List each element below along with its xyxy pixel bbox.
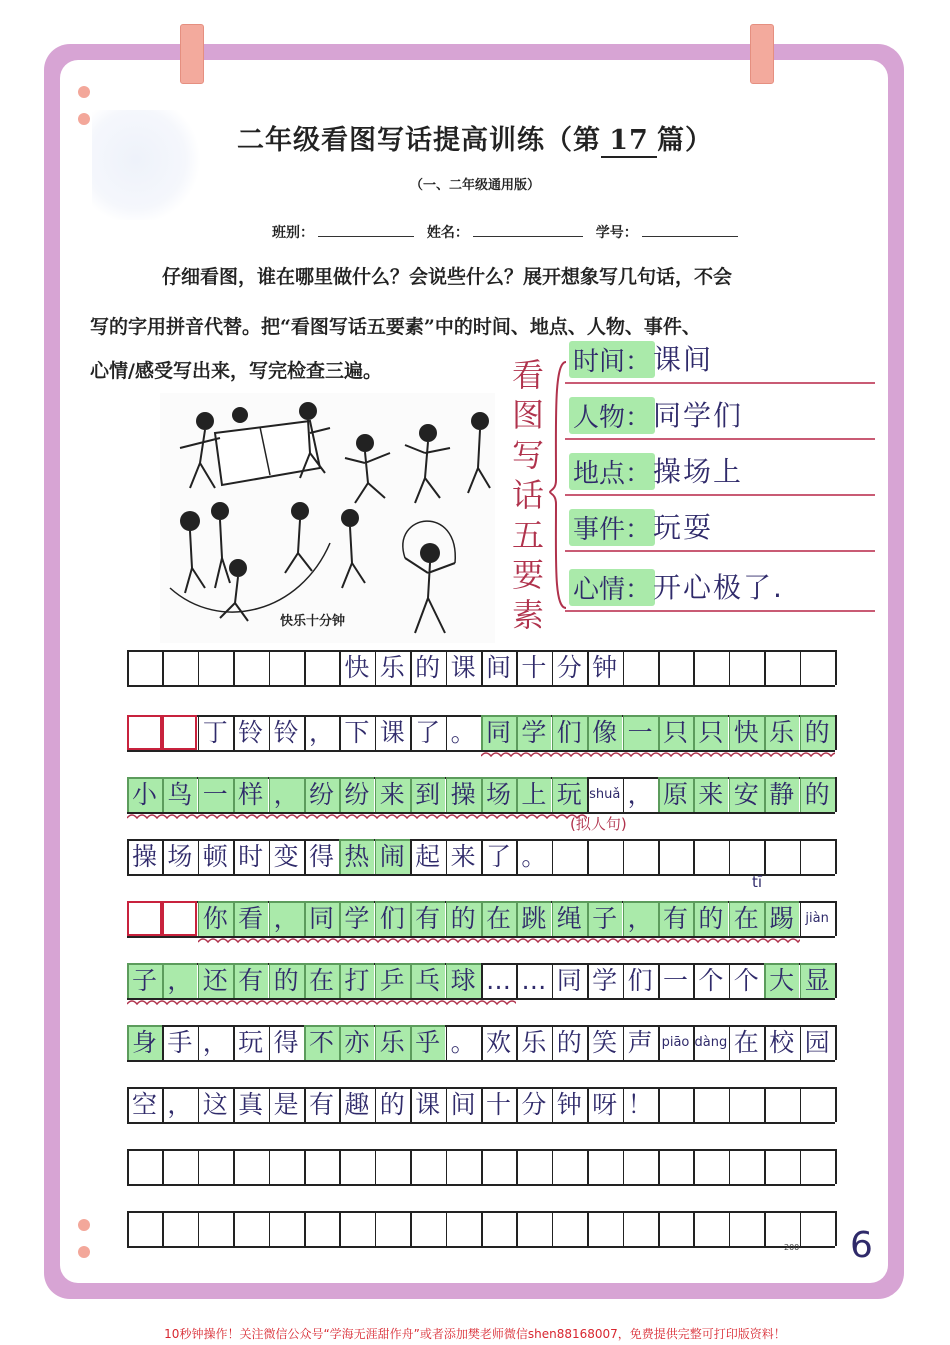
grid-cell: 顿	[202, 842, 228, 871]
grid-cell: …	[486, 966, 511, 995]
grid-cell: 不	[304, 1025, 339, 1060]
grid-cell: 一	[198, 777, 233, 812]
grid-cell: 显	[800, 963, 835, 998]
heading-char: 五	[511, 516, 544, 554]
grid-cell: 变	[273, 842, 299, 871]
grid-cell: 同	[556, 966, 582, 995]
element-value: 玩耍	[653, 511, 714, 544]
grid-cell: 球	[446, 963, 481, 998]
grid-cell: 安	[729, 777, 764, 812]
footer-promo: 10秒钟操作！关注微信公众号“学海无涯甜作舟”或者添加樊老师微信shen88168007，免费提供完整可打印版资料！	[164, 1327, 786, 1341]
grid-cell: 你	[198, 901, 233, 936]
grid-cell: 校	[769, 1028, 795, 1057]
grid-cell: 分	[521, 1090, 547, 1119]
grid-cell	[269, 1211, 304, 1246]
grid-line	[835, 715, 837, 750]
grid-cell: 上	[516, 777, 551, 812]
grid-line	[835, 963, 837, 998]
grid-cell	[729, 1149, 764, 1184]
grid-cell	[339, 1149, 374, 1184]
grid-cell: 课	[450, 653, 476, 682]
grid-cell: 得	[308, 842, 334, 871]
grid-cell	[764, 650, 799, 685]
instruction-line-3: 心情/感受写出来，写完检查三遍。	[90, 360, 382, 382]
grid-cell	[162, 1211, 197, 1246]
grid-cell: 得	[273, 1028, 299, 1057]
grid-cell: 操	[446, 777, 481, 812]
simile-annotation: (拟人句)	[570, 815, 627, 833]
grid-cell: ，	[623, 901, 658, 936]
grid-cell: 钟	[556, 1090, 582, 1119]
grid-cell: 欢	[485, 1028, 511, 1057]
grid-cell: ，	[167, 1090, 193, 1119]
grid-cell: 在	[304, 963, 339, 998]
grid-cell: shuǎ	[589, 787, 621, 802]
grid-cell	[446, 1149, 481, 1184]
grid-cell: 的	[269, 963, 304, 998]
grid-cell	[658, 1087, 693, 1122]
grid-cell: 时	[238, 842, 264, 871]
grid-cell: 在	[729, 901, 764, 936]
grid-cell: ，	[202, 1028, 228, 1057]
grid-cell	[693, 1087, 728, 1122]
grid-cell: 子	[587, 901, 622, 936]
grid-cell: 场	[167, 842, 193, 871]
grid-cell: 下	[344, 718, 370, 747]
grid-cell: jiàn	[805, 911, 829, 926]
grid-cell	[410, 1149, 445, 1184]
grid-cell: 静	[764, 777, 799, 812]
grid-cell: 课	[415, 1090, 441, 1119]
grid-cell: 乓	[410, 963, 445, 998]
grid-cell	[693, 1211, 728, 1246]
grid-cell: 只	[693, 715, 728, 750]
grid-cell: 趣	[344, 1090, 370, 1119]
grid-cell	[516, 1149, 551, 1184]
grid-cell: 手	[167, 1028, 193, 1057]
grid-cell: 了	[485, 842, 511, 871]
grid-cell	[304, 1149, 339, 1184]
grid-cell: ，	[308, 718, 334, 747]
grid-cell: 操	[131, 842, 157, 871]
grid-cell: 纷	[339, 777, 374, 812]
heading-char: 图	[511, 396, 544, 434]
grid-cell	[304, 1211, 339, 1246]
grid-cell	[764, 1149, 799, 1184]
grid-cell: 原	[658, 777, 693, 812]
grid-cell: 在	[733, 1028, 759, 1057]
grid-cell: 声	[627, 1028, 653, 1057]
grid-cell: 有	[658, 901, 693, 936]
heading-char: 话	[511, 476, 544, 514]
grid-cell	[800, 650, 835, 685]
title-suffix: 篇）	[657, 125, 713, 156]
grid-cell: 样	[233, 777, 268, 812]
grid-cell	[693, 650, 728, 685]
grid-cell: 身	[127, 1025, 162, 1060]
grid-cell: 绳	[552, 901, 587, 936]
grid-cell: 有	[308, 1090, 334, 1119]
grid-cell: 乐	[521, 1028, 547, 1057]
element-value: 操场上	[653, 455, 744, 488]
grid-cell: ，	[269, 777, 304, 812]
grid-cell: 一	[623, 715, 658, 750]
grid-line	[127, 1122, 835, 1124]
grid-cell	[410, 1211, 445, 1246]
grid-cell: 的	[379, 1090, 405, 1119]
grid-cell	[658, 650, 693, 685]
grid-cell: 空	[131, 1090, 157, 1119]
grid-cell: 场	[481, 777, 516, 812]
grid-cell: 小	[127, 777, 162, 812]
name-label: 姓名：	[426, 225, 469, 241]
element-value: 同学们	[653, 399, 744, 432]
grid-cell	[198, 1149, 233, 1184]
grid-cell: 热	[339, 839, 374, 874]
grid-cell	[623, 1149, 658, 1184]
grid-cell	[800, 1149, 835, 1184]
grid-cell: 同	[304, 901, 339, 936]
grid-cell: 的	[556, 1028, 582, 1057]
element-label: 事件：	[569, 509, 655, 546]
grid-cell: 笑	[592, 1028, 618, 1057]
grid-cell	[587, 1211, 622, 1246]
grid-cell: 个	[733, 966, 759, 995]
grid-cell: 。	[450, 718, 476, 747]
grid-cell: 起	[415, 842, 441, 871]
grid-cell: 快	[344, 653, 370, 682]
grid-cell	[127, 1149, 162, 1184]
grid-cell: 的	[800, 715, 835, 750]
grid-cell: 只	[658, 715, 693, 750]
grid-cell	[587, 1149, 622, 1184]
grid-cell: 闹	[375, 839, 410, 874]
grid-cell: 呀	[592, 1090, 618, 1119]
grid-cell	[800, 1211, 835, 1246]
grid-cell: 们	[627, 966, 653, 995]
grid-cell	[516, 1211, 551, 1246]
grid-cell	[729, 839, 764, 874]
worksheet-subtitle: （一、二年级通用版）	[409, 178, 540, 193]
grid-cell: 同	[481, 715, 516, 750]
grid-cell	[269, 650, 304, 685]
grid-cell	[446, 1211, 481, 1246]
element-label: 地点：	[569, 453, 655, 490]
grid-cell: 来	[450, 842, 476, 871]
grid-cell: 乐	[375, 1025, 410, 1060]
grid-cell	[127, 650, 162, 685]
grid-cell: 学	[516, 715, 551, 750]
grid-cell: 玩	[552, 777, 587, 812]
grid-cell: 一	[662, 966, 688, 995]
illustration-caption: 快乐十分钟	[280, 614, 346, 629]
wavy-underline	[198, 936, 800, 948]
grid-cell	[552, 1211, 587, 1246]
grid-cell: ，	[627, 780, 653, 809]
element-value: 开心极了.	[653, 571, 784, 604]
grid-cell: 的	[693, 901, 728, 936]
grid-line	[835, 901, 837, 936]
grid-cell	[233, 650, 268, 685]
grid-cell: 园	[804, 1028, 830, 1057]
grid-cell	[198, 650, 233, 685]
wavy-underline	[127, 998, 516, 1010]
grid-cell	[729, 1211, 764, 1246]
grid-cell: 十	[485, 1090, 511, 1119]
grid-line	[835, 1025, 837, 1060]
heading-char: 素	[511, 596, 544, 634]
grid-cell: …	[521, 966, 547, 995]
grid-cell: 来	[693, 777, 728, 812]
grid-cell	[658, 1149, 693, 1184]
pinyin-ti: tī	[752, 873, 763, 891]
grid-cell	[375, 1211, 410, 1246]
grid-cell: 乐	[764, 715, 799, 750]
grid-cell	[162, 901, 197, 936]
instruction-line-2: 写的字用拼音代替。把“看图写话五要素”中的时间、地点、人物、事件、	[90, 316, 701, 338]
grid-cell	[764, 1087, 799, 1122]
grid-cell	[693, 1149, 728, 1184]
heading-char: 看	[511, 356, 544, 394]
grid-line	[127, 1246, 835, 1248]
grid-line	[835, 1149, 837, 1184]
grid-cell: piāo	[661, 1035, 690, 1050]
grid-cell: 真	[238, 1090, 264, 1119]
handwritten-page-number: 6	[850, 1225, 873, 1266]
title-prefix: 二年级看图写话提高训练（第	[237, 125, 601, 156]
id-label: 学号：	[595, 225, 638, 241]
grid-cell: 像	[587, 715, 622, 750]
grid-cell: 玩	[238, 1028, 264, 1057]
grid-cell: 了	[415, 718, 441, 747]
grid-cell	[233, 1149, 268, 1184]
grid-cell: 学	[592, 966, 618, 995]
grid-cell: 这	[202, 1090, 228, 1119]
grid-cell: 打	[339, 963, 374, 998]
grid-cell: 还	[198, 963, 233, 998]
grid-cell: 学	[339, 901, 374, 936]
grid-cell	[481, 1211, 516, 1246]
heading-char: 写	[511, 436, 544, 474]
grid-cell	[552, 1149, 587, 1184]
heading-char: 要	[511, 556, 544, 594]
grid-cell: 课	[379, 718, 405, 747]
grid-cell	[729, 1087, 764, 1122]
grid-line	[835, 777, 837, 812]
grid-cell: 来	[375, 777, 410, 812]
grid-cell	[764, 839, 799, 874]
grid-cell: 踢	[764, 901, 799, 936]
grid-cell: ！	[627, 1090, 653, 1119]
grid-line	[835, 1087, 837, 1122]
grid-cell: 乒	[375, 963, 410, 998]
grid-line	[127, 685, 835, 687]
grid-cell: 。	[521, 842, 547, 871]
grid-cell: 的	[800, 777, 835, 812]
wavy-underline	[481, 750, 835, 762]
grid-cell: 十	[521, 653, 547, 682]
grid-cell	[198, 1211, 233, 1246]
grid-cell: 丁	[202, 718, 228, 747]
grid-cell	[800, 839, 835, 874]
grid-cell	[623, 839, 658, 874]
grid-cell: 间	[450, 1090, 476, 1119]
grid-cell: 快	[729, 715, 764, 750]
grid-cell	[729, 650, 764, 685]
grid-cell: 们	[375, 901, 410, 936]
grid-cell: 跳	[516, 901, 551, 936]
grid-cell	[481, 1149, 516, 1184]
grid-line	[127, 1184, 835, 1186]
grid-cell	[693, 839, 728, 874]
grid-cell	[764, 1211, 799, 1246]
grid-cell: 个	[698, 966, 724, 995]
grid-cell: 间	[485, 653, 511, 682]
grid-cell: 的	[446, 901, 481, 936]
grid-cell: 子	[127, 963, 162, 998]
grid-cell	[127, 715, 162, 750]
wavy-underline	[127, 812, 587, 824]
grid-cell: dàng	[694, 1035, 728, 1050]
grid-cell: 分	[556, 653, 582, 682]
grid-line	[127, 874, 835, 876]
grid-line	[835, 839, 837, 874]
grid-cell: 。	[450, 1028, 476, 1057]
grid-cell	[552, 839, 587, 874]
grid-cell	[375, 1149, 410, 1184]
grid-line	[127, 1060, 835, 1062]
grid-cell: ，	[269, 901, 304, 936]
class-label: 班别：	[272, 225, 314, 241]
grid-cell	[623, 650, 658, 685]
grid-cell	[304, 650, 339, 685]
grid-cell	[623, 1211, 658, 1246]
grid-cell	[269, 1149, 304, 1184]
grid-cell: 到	[410, 777, 445, 812]
grid-cell	[162, 1149, 197, 1184]
grid-cell: 乐	[379, 653, 405, 682]
grid-cell	[162, 715, 197, 750]
grid-cell: 是	[273, 1090, 299, 1119]
instruction-line-1: 仔细看图，谁在哪里做什么？会说些什么？展开想象写几句话，不会	[162, 266, 733, 288]
grid-cell: 看	[233, 901, 268, 936]
grid-cell: 的	[415, 653, 441, 682]
page-number: 200	[784, 1243, 800, 1252]
grid-cell: 纷	[304, 777, 339, 812]
grid-cell: 有	[410, 901, 445, 936]
grid-cell: ，	[162, 963, 197, 998]
grid-cell	[658, 839, 693, 874]
grid-cell	[162, 650, 197, 685]
element-label: 时间：	[569, 341, 655, 378]
grid-cell	[233, 1211, 268, 1246]
grid-cell	[587, 839, 622, 874]
grid-cell: 钟	[592, 653, 618, 682]
grid-cell	[658, 1211, 693, 1246]
grid-cell: 大	[764, 963, 799, 998]
grid-cell	[800, 1087, 835, 1122]
grid-cell: 亦	[339, 1025, 374, 1060]
grid-cell	[339, 1211, 374, 1246]
title-number: 17	[601, 125, 657, 158]
grid-cell: 鸟	[162, 777, 197, 812]
grid-cell: 在	[481, 901, 516, 936]
element-value: 课间	[653, 343, 714, 376]
grid-line	[835, 650, 837, 685]
grid-cell: 乎	[410, 1025, 445, 1060]
grid-cell	[127, 1211, 162, 1246]
grid-cell: 有	[233, 963, 268, 998]
element-label: 人物：	[569, 397, 655, 434]
element-label: 心情：	[569, 569, 655, 606]
grid-cell: 铃	[273, 718, 299, 747]
grid-cell: 铃	[238, 718, 264, 747]
grid-cell: 们	[552, 715, 587, 750]
grid-cell	[127, 901, 162, 936]
grid-line	[835, 1211, 837, 1246]
